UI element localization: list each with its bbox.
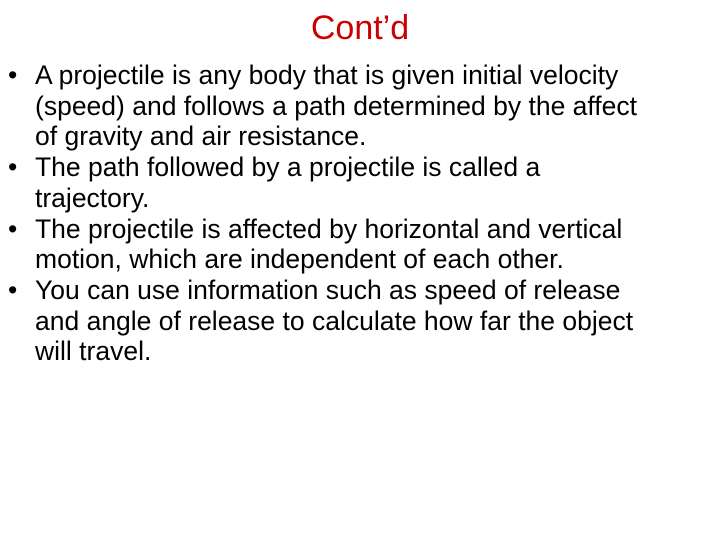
bullet-text-line: of gravity and air resistance. (35, 121, 367, 152)
bullet-icon: • (8, 60, 18, 90)
bullet-text-line: The projectile is affected by horizontal and vertical (35, 213, 623, 244)
bullet-text-line: trajectory. (35, 182, 150, 213)
slide-title: Cont’d (310, 9, 410, 47)
bullet-text-line: motion, which are independent of each other. (35, 244, 564, 275)
bullet-icon: • (8, 152, 18, 183)
bullet-item (8, 214, 708, 275)
bullet-text-line: and angle of release to calculate how far the object (35, 305, 634, 336)
bullet-item (8, 60, 708, 152)
bullet-item (8, 152, 708, 213)
bullet-text-line: The path followed by a projectile is called a (35, 152, 541, 183)
bullet-icon: • (8, 274, 18, 305)
bullet-text-line: will travel. (35, 336, 152, 367)
bullet-icon: • (8, 213, 18, 244)
bullet-text-line: You can use information such as speed of release (35, 274, 621, 305)
bullet-list (8, 60, 708, 367)
bullet-text-line: (speed) and follows a path determined by the affect (35, 90, 638, 121)
bullet-item (8, 275, 708, 367)
bullet-text-line: A projectile is any body that is given initial velocity (35, 60, 619, 90)
